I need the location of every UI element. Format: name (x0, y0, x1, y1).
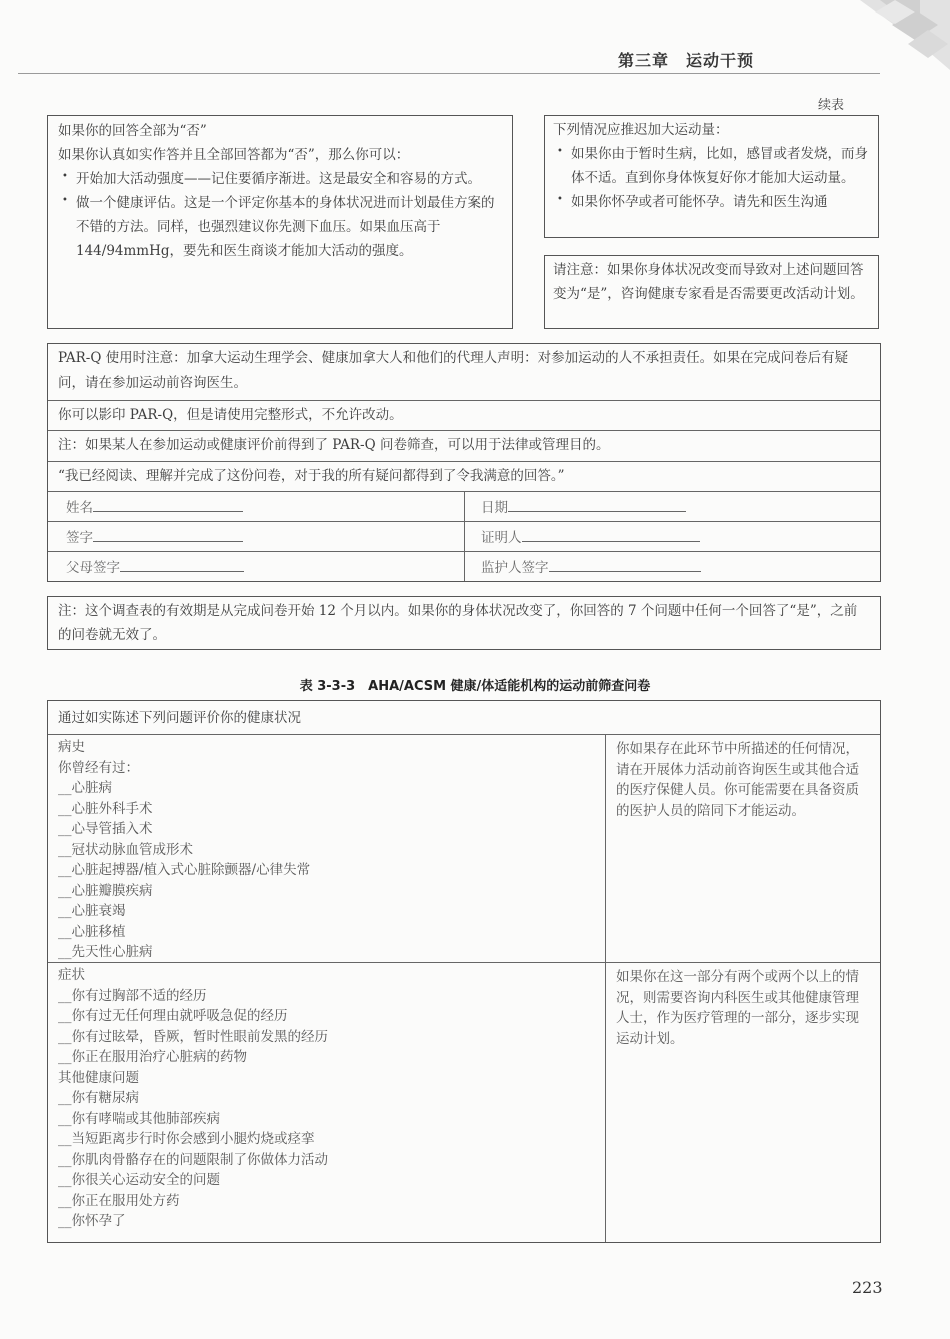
symptom-item[interactable]: __你有过无任何理由就呼吸急促的经历 (58, 1008, 288, 1024)
continued-label: 续表 (818, 98, 845, 113)
signature-field[interactable]: 签字 (48, 522, 464, 551)
validity-note-box (47, 596, 881, 650)
parq-legal-note: 注：如果某人在参加运动或健康评价前得到了 PAR-Q 问卷筛查，可以用于法律或管理目的。 (48, 430, 880, 461)
history-item[interactable]: __心脏外科手术 (58, 800, 153, 817)
history-subtitle: 你曾经有过： (58, 759, 139, 776)
table-caption: 表 3-3-3 AHA/ACSM 健康/体适能机构的运动前筛查问卷 (299, 679, 651, 694)
parq-declaration: “我已经阅读、理解并完成了这份问卷，对于我的所有疑问都得到了令我满意的回答。” (48, 461, 880, 491)
corner-decoration (820, 0, 950, 80)
signature-row (48, 551, 880, 581)
change-note-text: 请注意：如果你身体状况改变而导致对上述问题回答变为“是”，咨询健康专家看是否需要更改活动计划。 (553, 262, 864, 302)
page-number: 223 (852, 1278, 883, 1297)
other-issue-item[interactable]: __你肌肉骨骼存在的问题限制了你做体力活动 (58, 1151, 328, 1168)
delay-title: 下列情况应推迟加大运动量： (553, 122, 729, 138)
header-rule (18, 73, 880, 74)
history-advice: 你如果存在此环节中所描述的任何情况，请在开展体力活动前咨询医生或其他合适的医疗保健人员。你可能需要在具备资质的医护人员的陪同下才能运动。 (616, 741, 859, 819)
history-item[interactable]: __冠状动脉血管成形术 (58, 841, 193, 858)
history-section (48, 735, 880, 963)
other-issue-item[interactable]: __你怀孕了 (58, 1213, 126, 1229)
guardian-signature-field[interactable]: 监护人签字 (464, 552, 880, 581)
witness-field[interactable]: 证明人 (464, 522, 880, 551)
symptom-item[interactable]: __你有过眩晕，昏厥，暂时性眼前发黑的经历 (58, 1028, 328, 1045)
history-item[interactable]: __心导管插入术 (58, 821, 153, 837)
history-item[interactable]: __心脏病 (58, 780, 112, 796)
signature-row (48, 521, 880, 551)
signature-row (48, 491, 880, 521)
symptom-item[interactable]: __你有过胸部不适的经历 (58, 987, 207, 1004)
change-note-box (544, 255, 879, 329)
history-item[interactable]: __先天性心脏病 (58, 944, 153, 960)
history-item[interactable]: __心脏衰竭 (58, 903, 126, 919)
name-field[interactable]: 姓名 (48, 492, 464, 521)
other-issue-item[interactable]: __你很关心运动安全的问题 (58, 1172, 220, 1188)
other-issue-item[interactable]: __你有哮喘或其他肺部疾病 (58, 1110, 220, 1127)
all-no-item: • 开始加大活动强度——记住要循序渐进。这是最安全和容易的方式。 (58, 167, 502, 191)
history-title: 病史 (58, 739, 85, 755)
other-issues-title: 其他健康问题 (58, 1069, 139, 1086)
chapter-title: 第三章 运动干预 (618, 51, 755, 70)
date-field[interactable]: 日期 (464, 492, 880, 521)
validity-note-text: 注：这个调查表的有效期是从完成问卷开始 12 个月以内。如果你的身体状况改变了，你回答的 7 个问题中任何一个回答了“是”，之前的问卷就无效了。 (58, 603, 858, 643)
history-item[interactable]: __心脏瓣膜疾病 (58, 882, 153, 899)
all-no-box (47, 115, 513, 329)
symptoms-title: 症状 (58, 967, 85, 983)
symptoms-advice: 如果你在这一部分有两个或两个以上的情况，则需要咨询内科医生或其他健康管理人士，作为医疗管理的一部分，逐步实现运动计划。 (616, 969, 859, 1047)
all-no-intro: 如果你认真如实作答并且全部回答都为“否”，那么你可以： (58, 147, 410, 163)
delay-item: • 如果你由于暂时生病，比如，感冒或者发烧，而身体不适。直到你身体恢复好你才能加大运动量。 (553, 142, 870, 190)
other-issue-item[interactable]: __当短距离步行时你会感到小腿灼烧或痉挛 (58, 1131, 315, 1147)
delay-item: • 如果你怀孕或者可能怀孕。请先和医生沟通 (553, 190, 870, 214)
symptom-item[interactable]: __你正在服用治疗心脏病的药物 (58, 1049, 247, 1065)
parq-disclaimer: PAR-Q 使用时注意：加拿大运动生理学会、健康加拿大人和他们的代理人声明：对参加运动的人不承担责任。如果在完成问卷后有疑问，请在参加运动前咨询医生。 (58, 350, 849, 391)
delay-box (544, 115, 879, 238)
screening-table-header: 通过如实陈述下列问题评价你的健康状况 (48, 701, 880, 735)
parq-table (47, 343, 881, 582)
all-no-title: 如果你的回答全部为“否” (58, 123, 207, 139)
other-issue-item[interactable]: __你有糖尿病 (58, 1090, 139, 1106)
history-item[interactable]: __心脏移植 (58, 923, 126, 940)
other-issue-item[interactable]: __你正在服用处方药 (58, 1192, 180, 1209)
parq-copy-note: 你可以影印 PAR-Q，但是请使用完整形式，不允许改动。 (48, 400, 880, 430)
symptoms-section (48, 963, 880, 1242)
all-no-item: • 做一个健康评估。这是一个评定你基本的身体状况进而计划最佳方案的不错的方法。同样，也强烈建议你先测下血压。如果血压高于144/94mmHg，要先和医生商谈才能加大活动的强度。 (58, 191, 502, 263)
history-item[interactable]: __心脏起搏器/植入式心脏除颤器/心律失常 (58, 862, 311, 878)
parent-signature-field[interactable]: 父母签字 (48, 552, 464, 581)
screening-table (47, 700, 881, 1243)
